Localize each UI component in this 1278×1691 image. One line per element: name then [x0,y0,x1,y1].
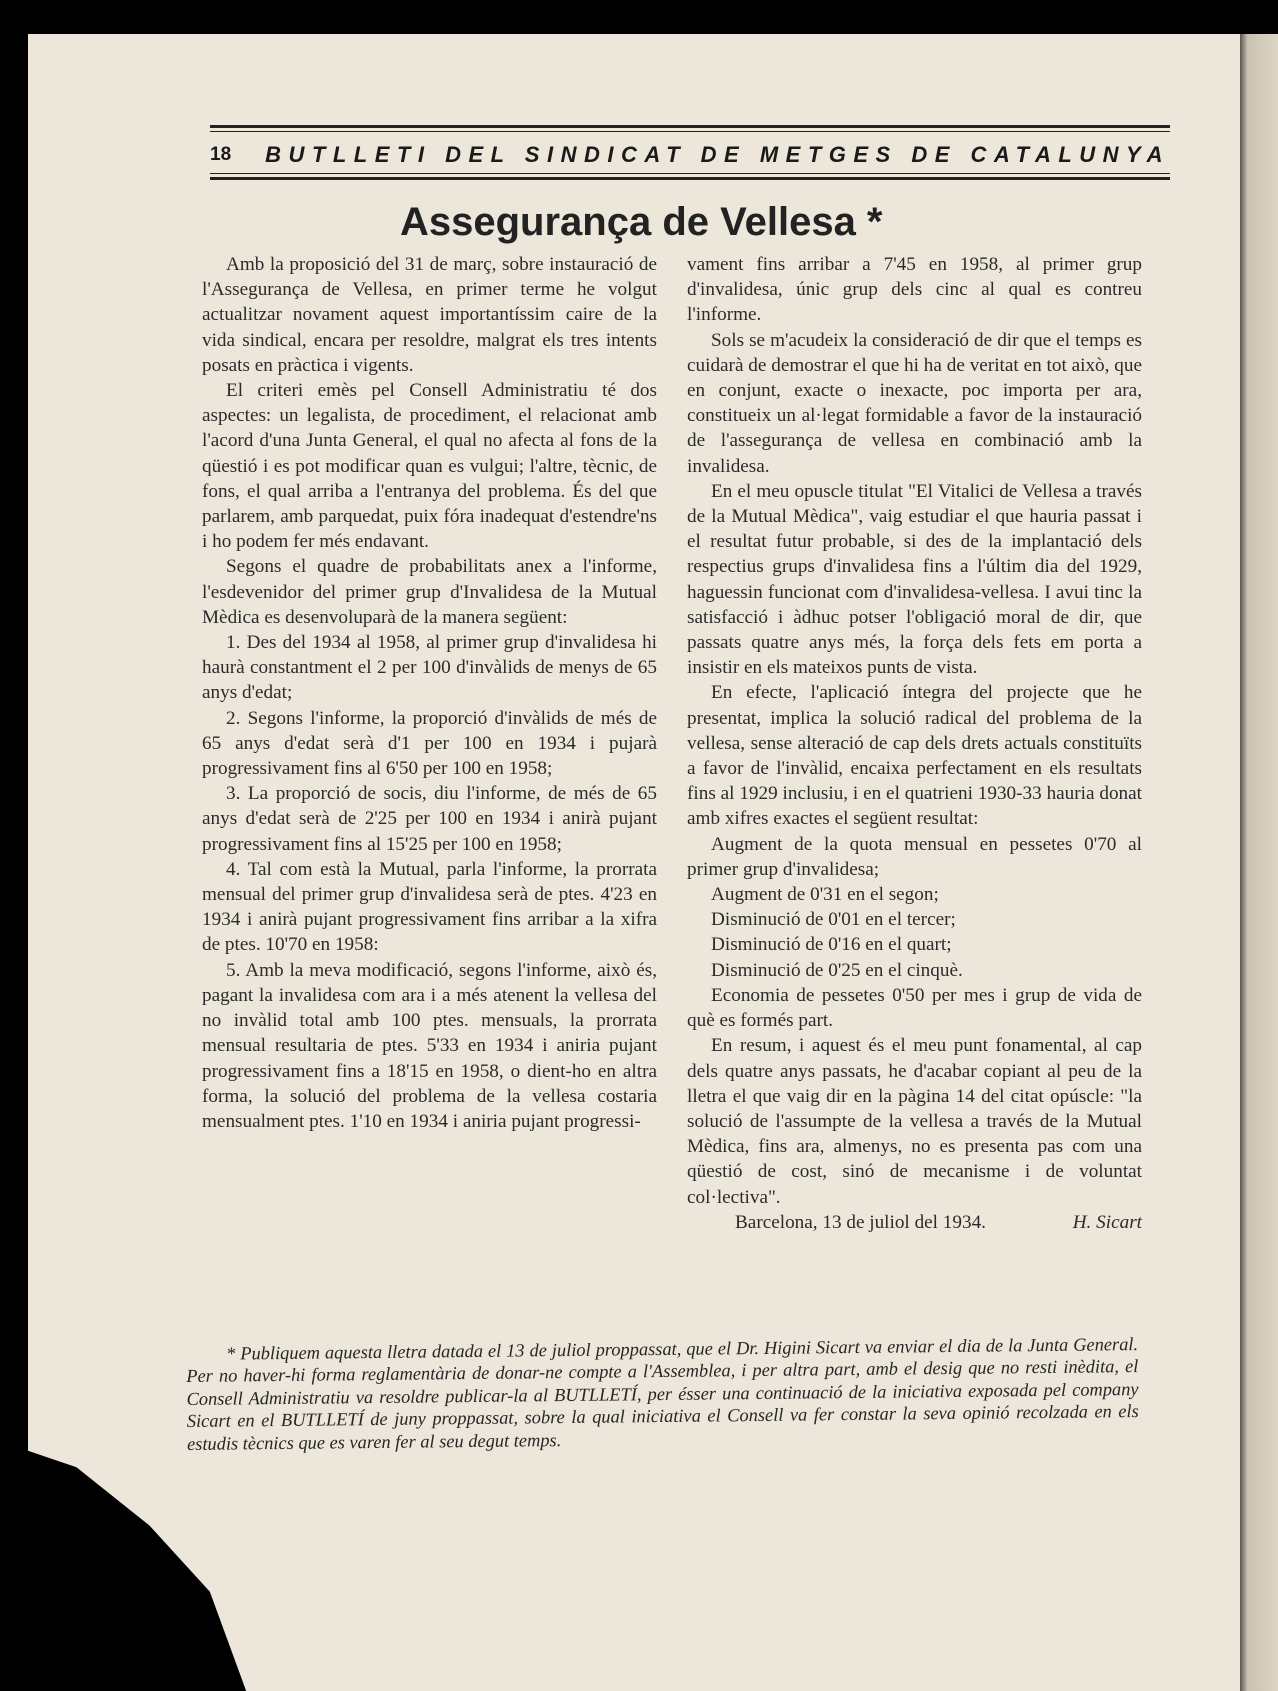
place-date: Barcelona, 13 de juliol del 1934. [735,1211,986,1233]
list-item: 1. Des del 1934 al 1958, al primer grup d'invalidesa hi haurà constantment el 2 per 100 d'invàlids de menys de 65 anys d'edat; [202,632,657,704]
paragraph: En resum, i aquest és el meu punt fonamental, al cap dels quatre anys passats, he d'acabar copiant al peu de la lletra el que vaig dir en la pàgina 14 del citat opúscle: "la solució de l'assumpte de la vellesa a través de la Mutual Mèdica, fins ara, almenys, no es presenta pas com una qüestió de cost, sinó de mecanisme i de voluntat col·lectiva". [687,1035,1142,1208]
author-name: H. Sicart [1072,1211,1142,1233]
left-column [202,252,657,1134]
list-item: Augment de 0'31 en el segon; [711,884,939,906]
header-rule-top-thin [210,131,1170,132]
list-item: Disminució de 0'16 en el quart; [711,934,952,956]
page-number: 18 [210,144,232,165]
running-header [210,140,1170,170]
signature-line [687,1210,1142,1235]
adjacent-page-edge [1240,34,1278,1691]
list-item: 2. Segons l'informe, la proporció d'invàlids de més de 65 anys d'edat serà d'1 per 100 en 1934 i pujarà progressivament fins al 6'50 per 100 en 1958; [202,707,657,780]
paragraph: vament fins arribar a 7'45 en 1958, al primer grup d'invalidesa, únic grup dels cinc al qual es contreu l'informe. [687,254,1142,326]
paragraph: Sols se m'acudeix la consideració de dir que el temps es cuidarà de demostrar el que hi ha de veritat en tot això, que en conjunt, exacte o inexacte, poc importa per ara, constitueix un al·legat formidable a favor de la instauració de l'assegurança de vellesa en combinació amb la invalidesa. [687,329,1142,477]
paragraph: Segons el quadre de probabilitats anex a l'informe, l'esdevenidor del primer grup d'Invalidesa de la Mutual Mèdica es desenvoluparà de la manera següent: [202,556,657,628]
paragraph: En efecte, l'aplicació íntegra del projecte que he presentat, implica la solució radical del problema de la vellesa, sense alteració de cap dels drets actuals constituïts a favor de l'invàlid, encaixa perfectament en els resultats fins al 1929 inclusiu, i en el quatrieni 1930-33 hauria donat amb xifres exactes el següent resultat: [687,682,1142,830]
list-item: Disminució de 0'01 en el tercer; [711,909,956,931]
footnote [186,1333,1139,1455]
header-rule-top [210,125,1170,128]
running-title: BUTLLETI DEL SINDICAT DE METGES DE CATALUNYA [265,142,1170,167]
paragraph: En el meu opuscle titulat "El Vitalici de Vellesa a través de la Mutual Mèdica", vaig estudiar el que hauria passat i el resultat futur probable, si des de la implantació dels respectius grups d'invalidesa fins a l'últim dia del 1929, haguessin funcionat com d'invalidesa-vellesa. I avui tinc la satisfacció i àdhuc potser l'obligació moral de dir, que passats quatre anys més, la força dels fets em porta a insistir en els mateixos punts de vista. [687,480,1142,679]
list-item: Augment de la quota mensual en pessetes 0'70 al primer grup d'invalidesa; [687,833,1142,880]
right-column [687,252,1142,1235]
header-rule-bottom [210,177,1170,180]
list-item: 4. Tal com està la Mutual, parla l'informe, la prorrata mensual del primer grup d'invalidesa serà de ptes. 4'23 en 1934 i anirà pujant progressivament fins arribar a la xifra de ptes. 10'70 en 1958: [202,858,657,956]
header-rule-bottom-thin [210,173,1170,174]
paragraph: El criteri emès pel Consell Administratiu té dos aspectes: un legalista, de procediment, el relacionat amb l'acord d'una Junta General, el qual no afecta al fons de la qüestió i es pot modificar quan es vulgui; l'altre, tècnic, de fons, el qual arriba a l'entranya del problema. És del que parlarem, amb parquedat, puix fóra inadequat d'estendre'ns i ho podem fer més endavant. [202,380,657,553]
footnote-text: * Publiquem aquesta lletra datada el 13 de juliol proppassat, que el Dr. Higini Sicart va enviar el dia de la Junta General. Per no haver-hi forma reglamentària de donar-ne compte a l'Assemblea, i per altra part, amb el desig que no resti inèdita, el Consell Administratiu va resoldre publicar-la al BUTLLETÍ, per ésser una continuació de la iniciativa exposada pel company Sicart en el BUTLLETÍ de juny proppassat, sobre la qual iniciativa el Consell va fer constar la seva opinió recolzada en els estudis tècnics que es varen fer al seu degut temps. [186,1334,1139,1454]
list-item: Disminució de 0'25 en el cinquè. [711,959,963,981]
paragraph: Economia de pessetes 0'50 per mes i grup de vida de què es formés part. [687,984,1142,1032]
article-title: Assegurança de Vellesa * [400,200,883,244]
list-item: 5. Amb la meva modificació, segons l'informe, això és, pagant la invalidesa com ara i a més atenent la vellesa del no invàlid total amb 100 ptes. mensuals, la prorrata mensual resultaria de ptes. 5'33 en 1934 i aniria pujant progressivament fins a 18'15 en 1958, o dient-ho en altra forma, la solució del problema de la vellesa costaria mensualment ptes. 1'10 en 1934 i aniria pujant progressi- [202,959,657,1132]
list-item: 3. La proporció de socis, diu l'informe, de més de 65 anys d'edat serà de 2'25 per 100 en 1934 i anirà pujant progressivament fins al 15'25 per 100 en 1958; [202,783,657,855]
paragraph: Amb la proposició del 31 de març, sobre instauració de l'Assegurança de Vellesa, en primer terme he volgut actualitzar novament aquest importantíssim caire de la vida sindical, encara per resoldre, malgrat els tres intents posats en pràctica i vigents. [202,254,657,376]
